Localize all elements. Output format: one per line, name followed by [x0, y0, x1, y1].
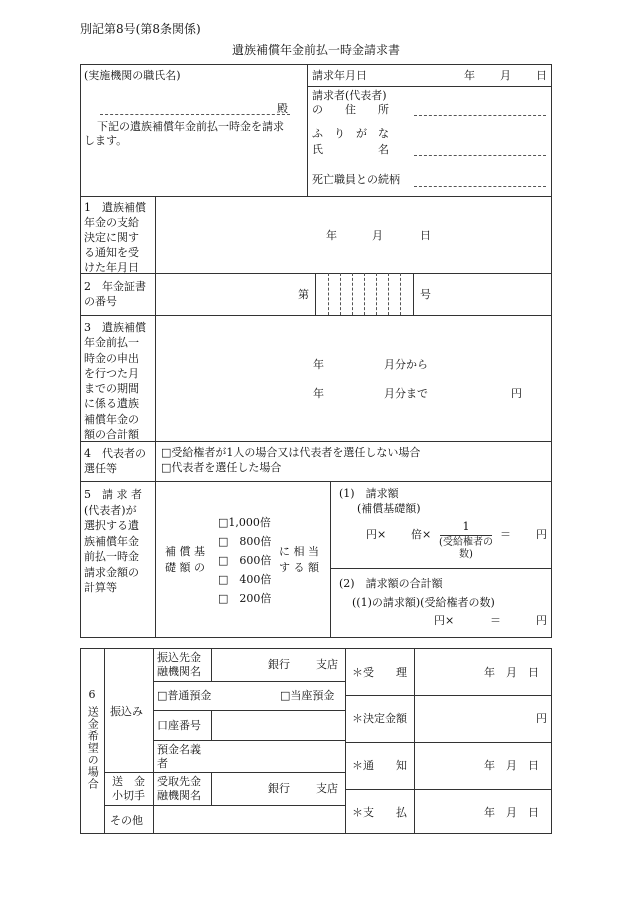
transfer-label: 振込み	[110, 705, 143, 718]
row3-label: 3 遺族補償 年金前払一 時金の申出 を行つた月 までの期間 に係る遺族 補償年金の 額の合計額	[84, 321, 146, 442]
claim-title: (1) 請求額	[339, 487, 399, 500]
request-text: 下記の遺族補償年金前払一時金を請求	[97, 120, 284, 133]
remittance-section	[80, 648, 552, 834]
notice-label: ＊通 知	[352, 759, 407, 772]
row4-label: 4 代表者の 選任等	[84, 447, 146, 475]
form-number: 別記第8号(第8条関係)	[80, 22, 201, 36]
holder-label: 預金名義 者	[157, 743, 201, 770]
cheque-label: 送 金 小切手	[112, 775, 145, 802]
address-label: の 住 所	[312, 103, 389, 116]
option-single-beneficiary[interactable]: □受給権者が1人の場合又は代表者を選任しない場合	[161, 446, 421, 459]
page-title: 遺族補償年金前払一時金請求書	[231, 43, 400, 57]
remittance-label: 送金希望の場合	[86, 706, 100, 790]
name-label: 氏 名	[312, 143, 389, 156]
section-number: 6	[88, 688, 96, 701]
decided-amount-label: ＊決定金額	[352, 712, 407, 725]
base-right: に 相 当 す る 額	[279, 545, 319, 574]
relation-field[interactable]	[414, 186, 546, 187]
option-representative[interactable]: □代表者を選任した場合	[161, 461, 282, 474]
payment-label: ＊支 払	[352, 806, 407, 819]
name-field[interactable]	[414, 155, 546, 156]
relation-label: 死亡職員との続柄	[312, 173, 400, 186]
address-field[interactable]	[414, 115, 546, 116]
bank-name-label: 振込先金 融機関名	[157, 651, 201, 678]
total-title: (2) 請求額の合計額	[339, 577, 443, 590]
request-date-label: 請求年月日	[312, 69, 367, 82]
account-number-label: 口座番号	[157, 719, 201, 732]
claimant-label: 請求者(代表者)	[312, 89, 387, 102]
receipt-label: ＊受 理	[352, 666, 407, 679]
row5-label: 5 請 求 者 (代表者)が 選択する遺 族補償年金 前払一時金 請求金額の 計算等	[84, 488, 142, 594]
honorific: 殿	[277, 102, 288, 115]
recv-bank-label: 受取先金 融機関名	[157, 775, 201, 802]
agency-label: (実施機関の職氏名)	[84, 69, 181, 82]
current-deposit-option[interactable]: □当座預金	[280, 689, 335, 702]
row2-label: 2 年金証書 の番号	[84, 280, 146, 308]
base-left: 補 償 基 礎 額 の	[165, 545, 205, 574]
row1-label: 1 遺族補償 年金の支給 決定に関す る通知を受 けた年月日	[84, 201, 146, 274]
furigana-label: ふ り が な	[312, 127, 389, 140]
multiple-options[interactable]: □1,000倍 □ 800倍 □ 600倍 □ 400倍 □ 200倍	[218, 516, 272, 605]
other-label: その他	[110, 814, 143, 827]
ordinary-deposit-option[interactable]: □普通預金	[157, 689, 212, 702]
